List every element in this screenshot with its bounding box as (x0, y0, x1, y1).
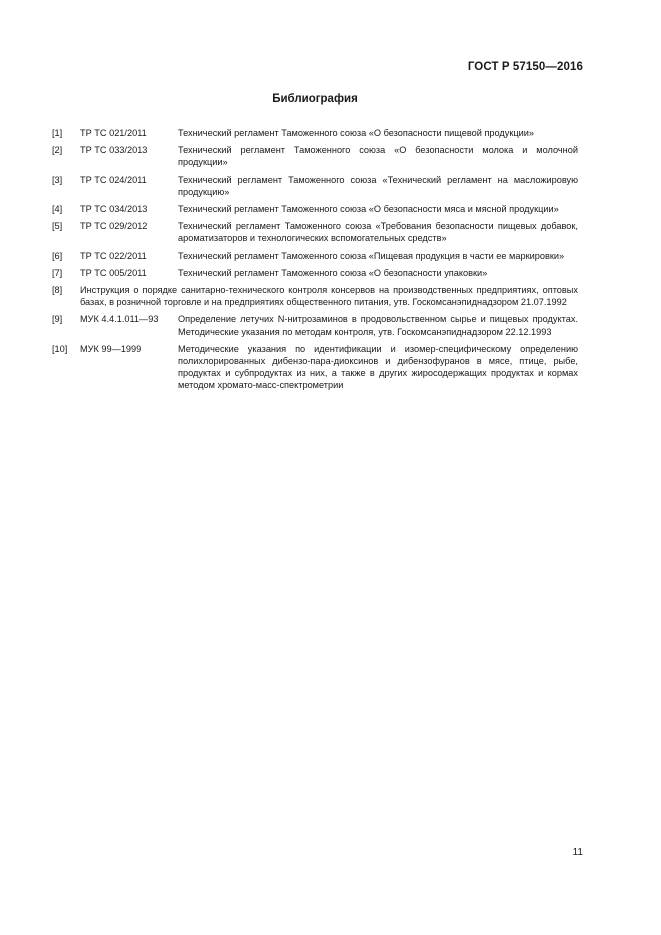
bibliography-entry-7 (52, 267, 578, 279)
page-number: 11 (572, 847, 583, 858)
entry-text: Технический регламент Таможенного союза «Пищевая продукция в части ее маркировки» (178, 250, 565, 261)
entry-number: [10] (52, 343, 68, 354)
bibliography-entry-8 (52, 284, 578, 308)
entry-number: [8] (52, 285, 63, 296)
entry-text: Методические указания по идентификации и изомер-специфическому определению полихлорированных дибензо-пара-диоксинов и дибензофуранов в мясе, птице, рыбе, продуктах и субпродуктах из них, а также в других жиросодержащих продуктах и кормах методом хромато-масс-спектрометрии (178, 343, 578, 391)
entry-code: ТР ТС 021/2011 (80, 128, 147, 138)
entry-number: [9] (52, 314, 63, 325)
entry-text: Технический регламент Таможенного союза «Требования безопасности пищевых добавок, ароматизаторов и технологических вспомогательных средств» (178, 221, 578, 244)
bibliography-list (52, 127, 578, 397)
entry-number: [6] (52, 250, 63, 261)
entry-code: ТР ТС 005/2011 (80, 267, 147, 278)
bibliography-entry-3 (52, 174, 578, 198)
bibliography-entry-4 (52, 203, 578, 215)
entry-number: [1] (52, 128, 63, 138)
entry-number: [4] (52, 204, 63, 215)
entry-code: ТР ТС 022/2011 (80, 250, 147, 261)
bibliography-entry-5 (52, 220, 578, 244)
entry-number: [7] (52, 267, 63, 278)
bibliography-entry-2 (52, 144, 578, 168)
entry-number: [2] (52, 145, 63, 156)
entry-text: Технический регламент Таможенного союза «Технический регламент на масложировую продукцию» (178, 174, 578, 197)
entry-code: ТР ТС 033/2013 (80, 145, 148, 156)
bibliography-entry-10 (52, 343, 578, 392)
entry-code: МУК 99—1999 (80, 343, 142, 354)
entry-text: Технический регламент Таможенного союза «О безопасности упаковки» (178, 267, 488, 278)
entry-text: Инструкция о порядке санитарно-технического контроля консервов на производственных предприятиях, оптовых базах, в розничной торговле и на предприятиях общественного питания, утв. Госкомсанэпиднадзором 21.07.1992 (80, 285, 578, 308)
entry-text: Технический регламент Таможенного союза «О безопасности пищевой продукции» (178, 128, 535, 138)
bibliography-entry-6 (52, 250, 578, 262)
bibliography-entry-1 (52, 127, 578, 139)
entry-number: [3] (52, 174, 63, 185)
entry-text: Технический регламент Таможенного союза «О безопасности молока и молочной продукции» (178, 145, 578, 168)
entry-code: МУК 4.4.1.011—93 (80, 314, 159, 325)
document-id: ГОСТ Р 57150—2016 (467, 61, 583, 73)
entry-text: Технический регламент Таможенного союза «О безопасности мяса и мясной продукции» (178, 204, 559, 215)
entry-code: ТР ТС 029/2012 (80, 221, 148, 232)
entry-number: [5] (52, 221, 63, 232)
bibliography-entry-9 (52, 313, 578, 337)
entry-code: ТР ТС 034/2013 (80, 204, 148, 215)
entry-code: ТР ТС 024/2011 (80, 174, 147, 185)
page-title: Библиография (272, 93, 358, 105)
entry-text: Определение летучих N-нитрозаминов в продовольственном сырье и пищевых продуктах. Методические указания по методам контроля, утв. Госкомсанэпиднадзором 22.12.1993 (178, 314, 578, 337)
